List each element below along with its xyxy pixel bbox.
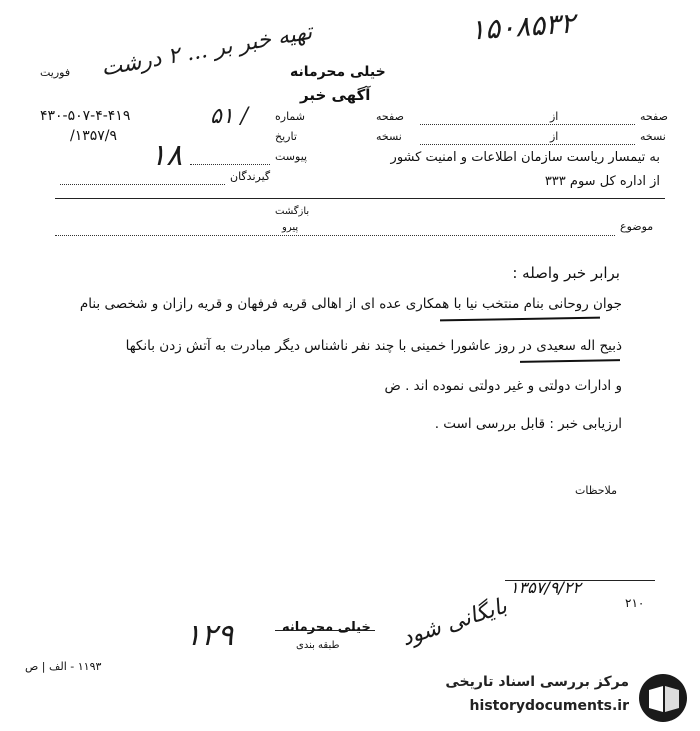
- page-of-label: از: [550, 110, 559, 123]
- return-label: بازگشت: [275, 206, 310, 217]
- watermark: [418, 668, 693, 726]
- page-label: صفحه: [640, 110, 668, 123]
- attachment-label: پیوست: [275, 150, 308, 163]
- stamp-code: ۲۱۰: [625, 596, 645, 610]
- date-stamp-line: [505, 580, 655, 581]
- recipients-label: گیرندگان: [230, 170, 271, 183]
- classification-bottom: خیلی محرمانه: [282, 620, 371, 635]
- hand-sign-bottom: بایگانی شود: [398, 593, 511, 652]
- date-value: ۱۳۵۷/۹/: [70, 128, 118, 144]
- watermark-logo-icon: [637, 672, 689, 724]
- classification-bottom-label: طبقه بندی: [296, 640, 340, 651]
- header-divider: [55, 198, 665, 199]
- hand-number-slash: ۵۱ /: [210, 104, 249, 129]
- assessment-line: ارزیابی خبر : قابل بررسی است .: [434, 416, 622, 432]
- body-line-3: و ادارات دولتی و غیر دولتی نموده اند . ض: [384, 378, 622, 394]
- document-title: آگهی خبر: [300, 86, 371, 104]
- form-code: ۱۱۹۳ - الف | ص: [25, 660, 102, 673]
- follow-up-label: پیرو: [282, 222, 299, 233]
- hand-number-18: ۱۸: [150, 138, 183, 173]
- subject-line: [55, 235, 615, 236]
- classification-top: خیلی محرمانه: [290, 64, 386, 80]
- subject-label: موضوع: [620, 220, 654, 233]
- recipient-line: به تیمسار ریاست سازمان اطلاعات و امنیت کشور: [390, 150, 660, 165]
- date-label: تاریخ: [275, 130, 297, 143]
- body-line-2: ذبیح اله سعیدی در روز عاشورا خمینی با چند نفر ناشناس دیگر مبادرت به آتش زدن بانکها: [125, 338, 622, 354]
- underline-2: [520, 359, 620, 363]
- date-stamp: ۱۳۵۷/۹/۲۲: [510, 578, 581, 597]
- body-line-1: جوان روحانی بنام منتخب نیا با همکاری عده ای از اهالی قریه فرفهان و قریه رازان و شخصی بنام: [79, 296, 622, 312]
- copy-line: [420, 144, 635, 145]
- hand-number-bottom: ۱۲۹: [185, 618, 234, 653]
- body-intro: برابر خبر واصله :: [512, 264, 620, 282]
- underline-1: [440, 317, 600, 322]
- watermark-title: مرکز بررسی اسناد تاریخی: [445, 674, 629, 690]
- recipients-line: [60, 184, 225, 185]
- copy-of-label: از: [550, 130, 559, 143]
- attachment-line: [190, 164, 270, 165]
- page-line: [420, 124, 635, 125]
- watermark-url: historydocuments.ir: [469, 698, 629, 714]
- classification-strike: [275, 630, 375, 631]
- number-value: ۴۳۰-۵۰۷-۴-۴۱۹: [40, 108, 131, 124]
- copy-label: نسخه: [640, 130, 666, 143]
- number-label: شماره: [275, 110, 306, 123]
- page-label-2: صفحه: [376, 110, 404, 123]
- urgency-label: فوریت: [40, 66, 71, 79]
- archive-number: ۱۵۰۸۵۳۲: [468, 6, 577, 47]
- sender-line: از اداره کل سوم ۳۳۳: [544, 174, 660, 189]
- handwritten-note-top: تهیه خبر بر ... ۲ درشت: [99, 19, 315, 82]
- remarks-label: ملاحظات: [575, 484, 617, 497]
- copy-label-2: نسخه: [376, 130, 402, 143]
